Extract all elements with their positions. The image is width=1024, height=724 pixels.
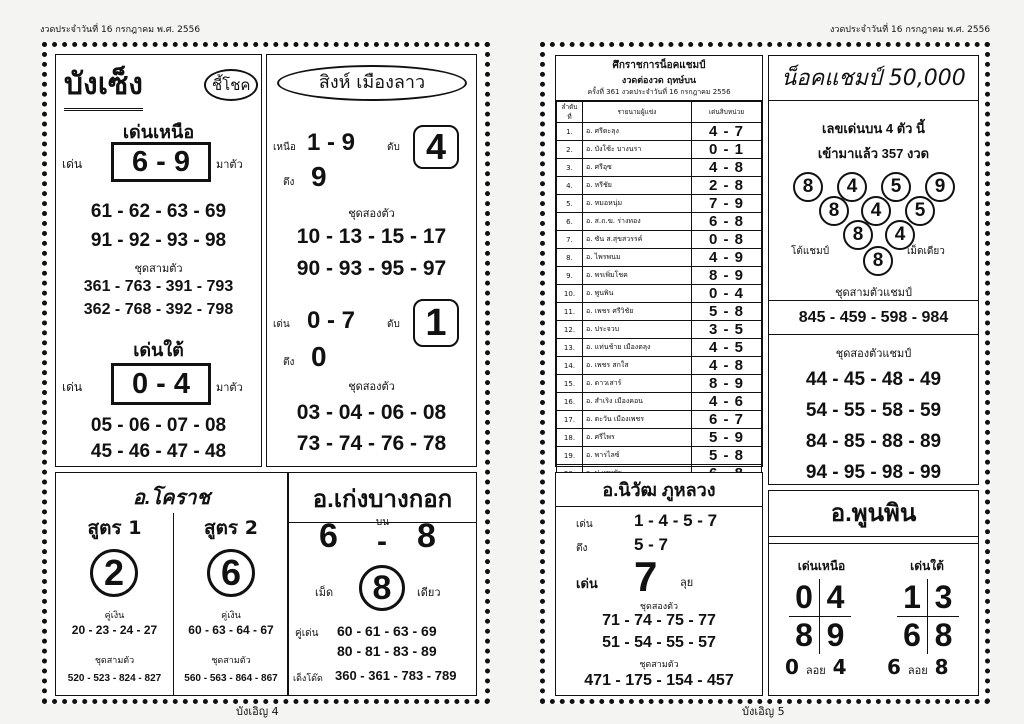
triple-1: 361 - 763 - 391 - 793 (83, 278, 234, 295)
knock-line-1: เลขเด่นบน 4 ตัว นี้ (822, 121, 925, 136)
champ-pair-2: 54 - 55 - 58 - 59 (805, 400, 942, 421)
sing-title: สิงห์ เมืองลาว (277, 65, 467, 101)
row-digits: 4 - 7 (692, 123, 762, 141)
punpin-lower-grid (897, 579, 959, 653)
nua-word: เหนือ (273, 142, 296, 153)
korat-triple-label-1: ชุดสามตัว (94, 656, 135, 666)
korat-circle-2: 6 (207, 549, 255, 597)
tueng-2: 0 (311, 341, 327, 372)
right-footer: บังเอิญ 5 (742, 705, 785, 718)
dap-word: ดับ (387, 142, 400, 153)
table-row (557, 357, 762, 375)
champ-pair-4: 94 - 95 - 98 - 99 (805, 462, 942, 483)
money-label-2: คู่เงิน (221, 611, 241, 621)
row-order: 12. (557, 321, 583, 339)
korat-title: อ.โคราช (132, 487, 211, 509)
number-ball: 5 (881, 172, 911, 202)
formula-1: สูตร 1 (87, 517, 142, 539)
lower-pair-1: 05 - 06 - 07 - 08 (90, 415, 227, 436)
sing-pair-4: 73 - 74 - 76 - 78 (296, 432, 447, 455)
loi-right-a: 6 (887, 655, 901, 679)
den-word-2: เด่น (62, 380, 83, 394)
row-order: 5. (557, 195, 583, 213)
row-order: 18. (557, 429, 583, 447)
row-order: 3. (557, 159, 583, 177)
row-order: 8. (557, 249, 583, 267)
kuden-2: 80 - 81 - 83 - 89 (337, 643, 437, 659)
row-digits: 5 - 8 (692, 303, 762, 321)
money-1: 20 - 23 - 24 - 27 (71, 623, 158, 637)
champ-pair-label: ชุดสองตัวแชมป์ (835, 348, 912, 360)
row-name: อ. พารไลซ์ (583, 447, 692, 465)
low-0: 1 (897, 579, 928, 617)
number-ball: 5 (905, 196, 935, 226)
row-name: อ. เพชร สกใส (583, 357, 692, 375)
row-order: 1. (557, 123, 583, 141)
row-digits: 4 - 5 (692, 339, 762, 357)
niwat-tueng-val: 5 - 7 (634, 535, 669, 554)
row-name: อ. พูนพิน (583, 285, 692, 303)
row-name: อ. ไพรพนม (583, 249, 692, 267)
row-digits: 6 - 8 (692, 213, 762, 231)
row-digits: 0 - 4 (692, 285, 762, 303)
right-header-date: งวดประจำวันที่ 16 กรกฎาคม พ.ศ. 2556 (830, 25, 991, 35)
table-row (557, 123, 762, 141)
dengdot-label: เด็งโด๊ด (293, 674, 323, 684)
row-digits: 4 - 8 (692, 159, 762, 177)
row-digits: 3 - 5 (692, 321, 762, 339)
loi-left-b: 4 (832, 655, 847, 679)
champ-table (556, 101, 762, 483)
low-2: 6 (897, 617, 928, 654)
niwat-title: อ.นิวัฒ ภูหลวง (556, 473, 762, 507)
keng-circle: 8 (359, 565, 405, 611)
number-ball: 4 (885, 220, 915, 250)
knock-title: น็อคแชมป์ 50,000 (769, 56, 978, 101)
row-digits: 8 - 9 (692, 267, 762, 285)
th-order: ลำดับที่ (557, 102, 583, 123)
diao-word: เดียว (417, 586, 441, 599)
knock-box (768, 55, 979, 485)
niwat-pair-label: ชุดสองตัว (639, 601, 679, 611)
row-digits: 7 - 9 (692, 195, 762, 213)
table-row (557, 141, 762, 159)
row-order: 2. (557, 141, 583, 159)
den-word-sing: เด่น (273, 319, 290, 330)
nua-val: 1 - 9 (307, 129, 356, 156)
number-ball: 4 (861, 196, 891, 226)
korat-triple-2: 560 - 563 - 864 - 867 (184, 673, 278, 684)
dengdot: 360 - 361 - 783 - 789 (335, 668, 457, 683)
table-row (557, 411, 762, 429)
row-order: 9. (557, 267, 583, 285)
niwat-big-word: เด่น (576, 577, 598, 592)
punpin-upper-grid (789, 579, 851, 653)
korat-box (55, 472, 288, 696)
row-order: 7. (557, 231, 583, 249)
row-digits: 4 - 6 (692, 393, 762, 411)
row-order: 17. (557, 411, 583, 429)
maa-word-2: มาตัว (216, 381, 243, 394)
tueng-word: ตึง (283, 177, 295, 188)
den-val: 0 - 7 (307, 307, 356, 334)
row-name: อ. แท่นช้าย เมืองตลุง (583, 339, 692, 357)
row-order: 14. (557, 357, 583, 375)
triple-2: 362 - 768 - 392 - 798 (83, 301, 234, 318)
bon-word: บน (375, 517, 390, 528)
row-name: อ. ศรีอุซ (583, 159, 692, 177)
row-name: อ. สำเริง เมืองคอน (583, 393, 692, 411)
niwat-triples: 471 - 175 - 154 - 457 (584, 672, 734, 689)
niwat-tueng-word: ตึง (576, 543, 588, 554)
niwat-den-val: 1 - 4 - 5 - 7 (634, 511, 718, 530)
bangseng-box (55, 54, 262, 467)
champ-label: โต้แชมป์ (791, 246, 830, 257)
sing-pair-3: 03 - 04 - 06 - 08 (296, 401, 447, 424)
number-ball: 8 (819, 196, 849, 226)
row-name: อ. ศรีไพร (583, 429, 692, 447)
row-order: 16. (557, 393, 583, 411)
table-title-3: ครั้งที่ 361 งวดประจำวันที่ 16 กรกฎาคม 2556 (587, 88, 731, 96)
punpin-title: อ.พูนพิน (769, 491, 978, 537)
row-name: อ. ศรีตะลุง (583, 123, 692, 141)
niwat-den-word: เด่น (576, 519, 593, 530)
row-order: 6. (557, 213, 583, 231)
left-header-date: งวดประจำวันที่ 16 กรกฎาคม พ.ศ. 2556 (40, 25, 201, 35)
row-name: อ. หมอหนุ่ม (583, 195, 692, 213)
table-row (557, 177, 762, 195)
money-label-1: คู่เงิน (104, 611, 125, 621)
row-digits: 5 - 8 (692, 447, 762, 465)
sing-pair-2: 90 - 93 - 95 - 97 (296, 257, 447, 280)
row-name: อ. ประจวบ (583, 321, 692, 339)
table-row (557, 321, 762, 339)
table-row (557, 303, 762, 321)
punpin-lower-label: เด่นใต้ (910, 559, 944, 573)
row-name: อ. ดาวเสาร์ (583, 375, 692, 393)
loi-left-word: ลอย (805, 664, 826, 677)
table-row (557, 249, 762, 267)
bangseng-title: บังเซ็ง (64, 61, 143, 111)
low-3: 8 (934, 617, 953, 653)
single-label: เม็ดเดียว (907, 246, 945, 257)
low-1: 3 (928, 579, 959, 617)
row-name: อ. ซัน ส.สุขสวรรค์ (583, 231, 692, 249)
up-0: 0 (789, 579, 820, 617)
kuden-label: คู่เด่น (295, 628, 319, 639)
niwat-triple-label: ชุดสามตัว (639, 659, 679, 669)
sing-box (266, 54, 477, 467)
sing-pair-1: 10 - 13 - 15 - 17 (296, 225, 447, 248)
table-row (557, 195, 762, 213)
row-order: 10. (557, 285, 583, 303)
niwat-lui-word: ลุย (680, 576, 694, 589)
row-name: อ. ตะวัน เมืองเพชร (583, 411, 692, 429)
money-2: 60 - 63 - 64 - 67 (188, 623, 274, 637)
keng-dash: - (377, 525, 387, 558)
number-ball: 8 (843, 220, 873, 250)
loi-right (887, 655, 949, 679)
loi-left (785, 655, 847, 679)
row-digits: 6 - 7 (692, 411, 762, 429)
upper-label: เด่นเหนือ (122, 122, 195, 142)
hex-2: 1 (413, 299, 459, 347)
maa-word: มาตัว (216, 158, 243, 171)
row-digits: 0 - 8 (692, 231, 762, 249)
niwat-box (555, 472, 763, 696)
formula-2: สูตร 2 (204, 517, 258, 539)
table-row (557, 375, 762, 393)
row-name: อ. บังโซ้ะ บางนรา (583, 141, 692, 159)
up-2: 8 (789, 617, 820, 654)
row-order: 4. (557, 177, 583, 195)
row-digits: 0 - 1 (692, 141, 762, 159)
lower-pair-2: 45 - 46 - 47 - 48 (90, 441, 227, 462)
row-name: อ. พรเพิ่มโชค (583, 267, 692, 285)
row-digits: 4 - 9 (692, 249, 762, 267)
up-3: 9 (826, 617, 845, 653)
loi-left-a: 0 (785, 655, 799, 679)
table-row (557, 447, 762, 465)
table-row (557, 339, 762, 357)
row-order: 19. (557, 447, 583, 465)
bangseng-badge: ชี้โชค (204, 69, 258, 101)
niwat-big-val: 7 (634, 553, 658, 600)
hex-1: 4 (413, 125, 459, 169)
row-digits: 4 - 8 (692, 357, 762, 375)
lower-label: เด่นใต้ (133, 340, 184, 360)
triple-label: ชุดสามตัว (134, 263, 183, 275)
niwat-pair-1: 71 - 74 - 75 - 77 (602, 612, 716, 629)
loi-right-word: ลอย (907, 664, 928, 677)
champ-pair-3: 84 - 85 - 88 - 89 (805, 431, 942, 452)
upper-main-box: 6 - 9 (111, 142, 211, 182)
row-order: 13. (557, 339, 583, 357)
dap-word-2: ดับ (387, 319, 400, 330)
table-row (557, 429, 762, 447)
row-order: 15. (557, 375, 583, 393)
row-name: อ. เพชร ศรีวิชัย (583, 303, 692, 321)
table-row (557, 393, 762, 411)
tueng-1: 9 (311, 161, 327, 192)
champ-triples: 845 - 459 - 598 - 984 (798, 309, 949, 326)
punpin-box (768, 490, 979, 696)
pair-label-2: ชุดสองตัว (348, 381, 395, 393)
champ-table-box (555, 55, 763, 467)
keng-box (288, 472, 477, 696)
row-name: อ. ส.ถ.ฆ. ร่างทอง (583, 213, 692, 231)
table-row (557, 231, 762, 249)
korat-circle-1: 2 (90, 549, 138, 597)
row-digits: 8 - 9 (692, 375, 762, 393)
table-row (557, 213, 762, 231)
kuden-1: 60 - 61 - 63 - 69 (337, 623, 437, 639)
champ-pair-1: 44 - 45 - 48 - 49 (805, 369, 942, 390)
left-footer: บังเอิญ 4 (236, 705, 279, 718)
loi-right-b: 8 (934, 655, 949, 679)
number-ball: 8 (863, 246, 893, 276)
knock-line-2: เข้ามาแล้ว 357 งวด (817, 146, 930, 161)
korat-triple-1: 520 - 523 - 824 - 827 (67, 673, 162, 684)
champ-triple-label: ชุดสามตัวแชมป์ (835, 287, 912, 299)
table-row (557, 285, 762, 303)
pair-label-1: ชุดสองตัว (348, 208, 395, 220)
number-ball: 9 (925, 172, 955, 202)
keng-title: อ.เก่งบางกอก (289, 479, 476, 523)
th-name: รายนามผู้แข่ง (583, 102, 692, 123)
table-row (557, 159, 762, 177)
korat-triple-label-2: ชุดสามตัว (211, 656, 251, 666)
table-row (557, 267, 762, 285)
table-title-1: ศึกราชการน็อคแชมป์ (612, 60, 706, 71)
row-digits: 5 - 9 (692, 429, 762, 447)
den-word: เด่น (62, 157, 83, 171)
met-word: เม็ด (315, 586, 334, 599)
upper-pair-1: 61 - 62 - 63 - 69 (90, 201, 227, 222)
up-1: 4 (820, 579, 851, 617)
th-digits: เด่นสิบหน่วย (692, 102, 762, 123)
lower-main-box: 0 - 4 (111, 363, 211, 405)
row-name: อ. หรีชัย (583, 177, 692, 195)
upper-pair-2: 91 - 92 - 93 - 98 (90, 230, 227, 251)
row-order: 11. (557, 303, 583, 321)
row-digits: 2 - 8 (692, 177, 762, 195)
table-title-2: งวดต่องวด ฤทษ์บน (621, 76, 697, 86)
number-ball: 4 (837, 172, 867, 202)
punpin-upper-label: เด่นเหนือ (797, 559, 846, 573)
balls-area (769, 168, 980, 278)
niwat-pair-2: 51 - 54 - 55 - 57 (602, 634, 716, 651)
keng-left: 6 (319, 517, 338, 555)
tueng-word-2: ตึง (283, 357, 295, 368)
keng-right: 8 (417, 517, 436, 555)
number-ball: 8 (793, 172, 823, 202)
